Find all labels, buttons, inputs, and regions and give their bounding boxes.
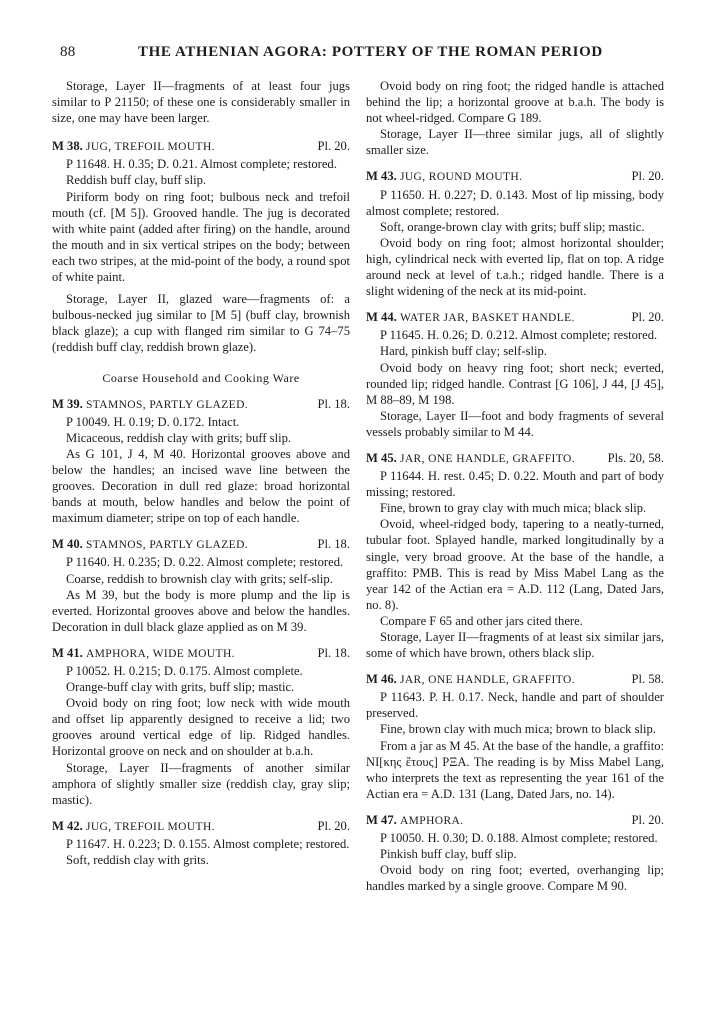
entry-name: WATER JAR, BASKET HANDLE. bbox=[399, 312, 575, 325]
entry-name: JUG, TREFOIL MOUTH. bbox=[85, 141, 215, 154]
plate-ref: Pl. 58. bbox=[631, 672, 664, 687]
entry-number: M 42. bbox=[52, 818, 83, 833]
entry-heading bbox=[366, 168, 664, 185]
entry-text: Piriform body on ring foot; bulbous neck and trefoil mouth (cf. [M 5]). Grooved handle. The jug is decorated with white paint (added after firing) on the handle, around the mouth and in six vertical stripes on the body; between each two stripes, at the mid-point of the body, a round spot of white paint. bbox=[52, 189, 350, 285]
entry-text: Storage, Layer II—fragments of another similar amphora of slightly smaller size (reddish clay, gray slip; mastic). bbox=[52, 760, 350, 807]
entry-number: M 43. bbox=[366, 169, 397, 184]
entry-text: Ovoid body on ring foot; low neck with wide mouth and offset lip apparently designed to receive a lid; two grooves around vertical edge of lip. Ridged handles. Horizontal groove on neck and on shoulder at b.a.h. bbox=[52, 696, 350, 759]
running-title: THE ATHENIAN AGORA: POTTERY OF THE ROMAN PERIOD bbox=[138, 44, 603, 60]
running-header bbox=[60, 44, 662, 66]
entry-text: Storage, Layer II—three similar jugs, all of slightly smaller size. bbox=[366, 127, 664, 158]
plate-ref: Pl. 20. bbox=[631, 812, 664, 827]
entry-text: P 11644. H. rest. 0.45; D. 0.22. Mouth and part of body missing; restored. bbox=[366, 469, 664, 500]
entry-name: JAR, ONE HANDLE, GRAFFITO. bbox=[399, 452, 575, 465]
entry-text: P 10052. H. 0.215; D. 0.175. Almost complete. bbox=[66, 664, 303, 678]
catalog-entry-m41 bbox=[52, 645, 350, 808]
entry-text: Soft, reddish clay with grits. bbox=[66, 853, 209, 868]
entry-number: M 45. bbox=[366, 450, 397, 465]
catalog-entry-m47 bbox=[366, 812, 664, 894]
entry-name: STAMNOS, PARTLY GLAZED. bbox=[85, 539, 249, 552]
right-column bbox=[366, 78, 664, 894]
entry-number: M 44. bbox=[366, 310, 397, 325]
entry-text: P 10049. H. 0.19; D. 0.172. Intact. bbox=[66, 414, 240, 429]
catalog-entry-m42 bbox=[52, 818, 350, 868]
entry-number: M 46. bbox=[366, 672, 397, 687]
entry-number: M 47. bbox=[366, 812, 397, 827]
catalog-entry-m40 bbox=[52, 536, 350, 635]
section-title: Coarse Household and Cooking Ware bbox=[102, 370, 300, 385]
entry-heading bbox=[52, 138, 350, 155]
entry-number: M 39. bbox=[52, 396, 83, 411]
catalog-entry-m46 bbox=[366, 671, 664, 802]
entry-text: Ovoid body on ring foot; everted, overhanging lip; handles marked by a single groove. Compare M 90. bbox=[366, 863, 664, 894]
entry-text: P 11650. H. 0.227; D. 0.143. Most of lip missing, body almost complete; restored. bbox=[366, 187, 664, 218]
page-number: 88 bbox=[60, 44, 76, 60]
entry-text: P 11645. H. 0.26; D. 0.212. Almost complete; restored. bbox=[380, 328, 658, 343]
entry-text: Ovoid body on ring foot; the ridged handle is attached behind the lip; a horizontal groove at b.a.h. The body is not wheel-ridged. Compare G 189. bbox=[366, 79, 664, 126]
entry-name: JUG, ROUND MOUTH. bbox=[399, 171, 523, 184]
intro-paragraph: Storage, Layer II—fragments of at least four jugs similar to P 21150; of these one is considerably smaller in size, one may have been larger. bbox=[52, 79, 350, 126]
plate-ref: Pls. 20, 58. bbox=[607, 450, 664, 465]
entry-text: Storage, Layer II—foot and body fragments of several vessels probably similar to M 44. bbox=[366, 408, 664, 439]
entry-text: P 11643. P. H. 0.17. Neck, handle and part of shoulder preserved. bbox=[366, 690, 664, 721]
plate-ref: Pl. 20. bbox=[631, 169, 664, 184]
entry-number: M 38. bbox=[52, 139, 83, 154]
left-column bbox=[52, 78, 350, 868]
catalog-entry-m43 bbox=[366, 168, 664, 299]
plate-ref: Pl. 18. bbox=[317, 645, 350, 660]
entry-text: Ovoid body on ring foot; almost horizontal shoulder; high, cylindrical neck with everted lip, flat on top. A ridge around neck at level of t.a.h.; ridged handle. There is a slight widening of the neck at its mid-point. bbox=[366, 235, 664, 299]
catalog-entry-m42-continued bbox=[366, 78, 664, 158]
entry-number: M 41. bbox=[52, 645, 83, 660]
catalog-entry-m39 bbox=[52, 396, 350, 527]
entry-text: Compare F 65 and other jars cited there. bbox=[380, 613, 583, 628]
entry-heading bbox=[52, 396, 350, 413]
entry-heading bbox=[366, 450, 664, 467]
entry-text: Reddish buff clay, buff slip. bbox=[66, 173, 207, 188]
entry-text: Fine, brown to gray clay with much mica; black slip. bbox=[380, 501, 647, 516]
entry-number: M 40. bbox=[52, 537, 83, 552]
entry-text: As M 39, but the body is more plump and the lip is everted. Horizontal grooves above and below the handles. Decoration in dull black glaze applied as on M 39. bbox=[52, 587, 350, 634]
plate-ref: Pl. 20. bbox=[317, 139, 350, 154]
catalog-entry-m44 bbox=[366, 309, 664, 440]
entry-name: JUG, TREFOIL MOUTH. bbox=[85, 820, 215, 833]
plate-ref: Pl. 20. bbox=[317, 818, 350, 833]
entry-name: STAMNOS, PARTLY GLAZED. bbox=[85, 398, 249, 411]
entry-text: As G 101, J 4, M 40. Horizontal grooves above and below the handles; an incised wave line between the grooves. Decoration in dull red glaze: broad horizontal bands at mouth, below handles and below the point of maximum diameter; stripe on top of each handle. bbox=[52, 446, 350, 526]
entry-text: Storage, Layer II, glazed ware—fragments of: a bulbous-necked jug similar to [M 5] (buff clay, brownish black glaze); a cup with flanged rim similar to G 74–75 (reddish buff clay, reddish brown glaze). bbox=[52, 292, 350, 355]
entry-text: Ovoid body on heavy ring foot; short neck; everted, rounded lip; ridged handle. Contrast [G 106], J 44, [J 45], M 88–89, M 198. bbox=[366, 360, 664, 407]
entry-text: P 11640. H. 0.235; D. 0.22. Almost complete; restored. bbox=[66, 555, 344, 570]
entry-name: JAR, ONE HANDLE, GRAFFITO. bbox=[399, 674, 575, 687]
entry-heading bbox=[52, 536, 350, 553]
entry-text: Orange-buff clay with grits, buff slip; mastic. bbox=[66, 680, 295, 695]
entry-text: From a jar as M 45. At the base of the handle, a graffito: NI[κης ἔτους] PΞA. The reading is by Miss Mabel Lang, who interprets the text as representing the year 161 of the Actian era = A.D. 131 (Lang, Dated Jars, no. 14). bbox=[366, 738, 664, 801]
entry-text: Pinkish buff clay, buff slip. bbox=[380, 847, 517, 862]
entry-text: P 10050. H. 0.30; D. 0.188. Almost complete; restored. bbox=[380, 831, 658, 846]
entry-heading bbox=[366, 309, 664, 326]
entry-name: AMPHORA, WIDE MOUTH. bbox=[85, 647, 235, 660]
entry-text: Soft, orange-brown clay with grits; buff slip; mastic. bbox=[380, 219, 645, 234]
entry-heading bbox=[366, 812, 664, 829]
entry-text: Storage, Layer II—fragments of at least six similar jars, some of which have brown, others black slip. bbox=[366, 630, 664, 661]
entry-heading bbox=[52, 645, 350, 662]
entry-heading bbox=[52, 818, 350, 835]
entry-text: Ovoid, wheel-ridged body, tapering to a neatly-turned, tubular foot. Splayed handle, marked longitudinally by a single, very broad groove. At the base of the handle, a graffito: PMB. This is read by Miss Mabel Lang as the year 142 of the Actian era = A.D. 112 (Lang, Dated Jars, no. 8). bbox=[366, 517, 664, 612]
catalog-entry-m38 bbox=[52, 138, 350, 355]
entry-text: P 11647. H. 0.223; D. 0.155. Almost complete; restored. bbox=[66, 836, 350, 851]
entry-heading bbox=[366, 671, 664, 688]
entry-text: Fine, brown clay with much mica; brown to black slip. bbox=[380, 722, 656, 737]
plate-ref: Pl. 20. bbox=[631, 310, 664, 325]
catalog-entry-m45 bbox=[366, 450, 664, 661]
entry-text: Hard, pinkish buff clay; self-slip. bbox=[380, 344, 547, 359]
entry-name: AMPHORA. bbox=[399, 814, 464, 827]
entry-text: P 11648. H. 0.35; D. 0.21. Almost complete; restored. bbox=[66, 157, 337, 172]
entry-text: Coarse, reddish to brownish clay with grits; self-slip. bbox=[66, 571, 333, 586]
plate-ref: Pl. 18. bbox=[317, 537, 350, 552]
entry-text: Micaceous, reddish clay with grits; buff slip. bbox=[66, 430, 292, 445]
plate-ref: Pl. 18. bbox=[317, 396, 350, 411]
